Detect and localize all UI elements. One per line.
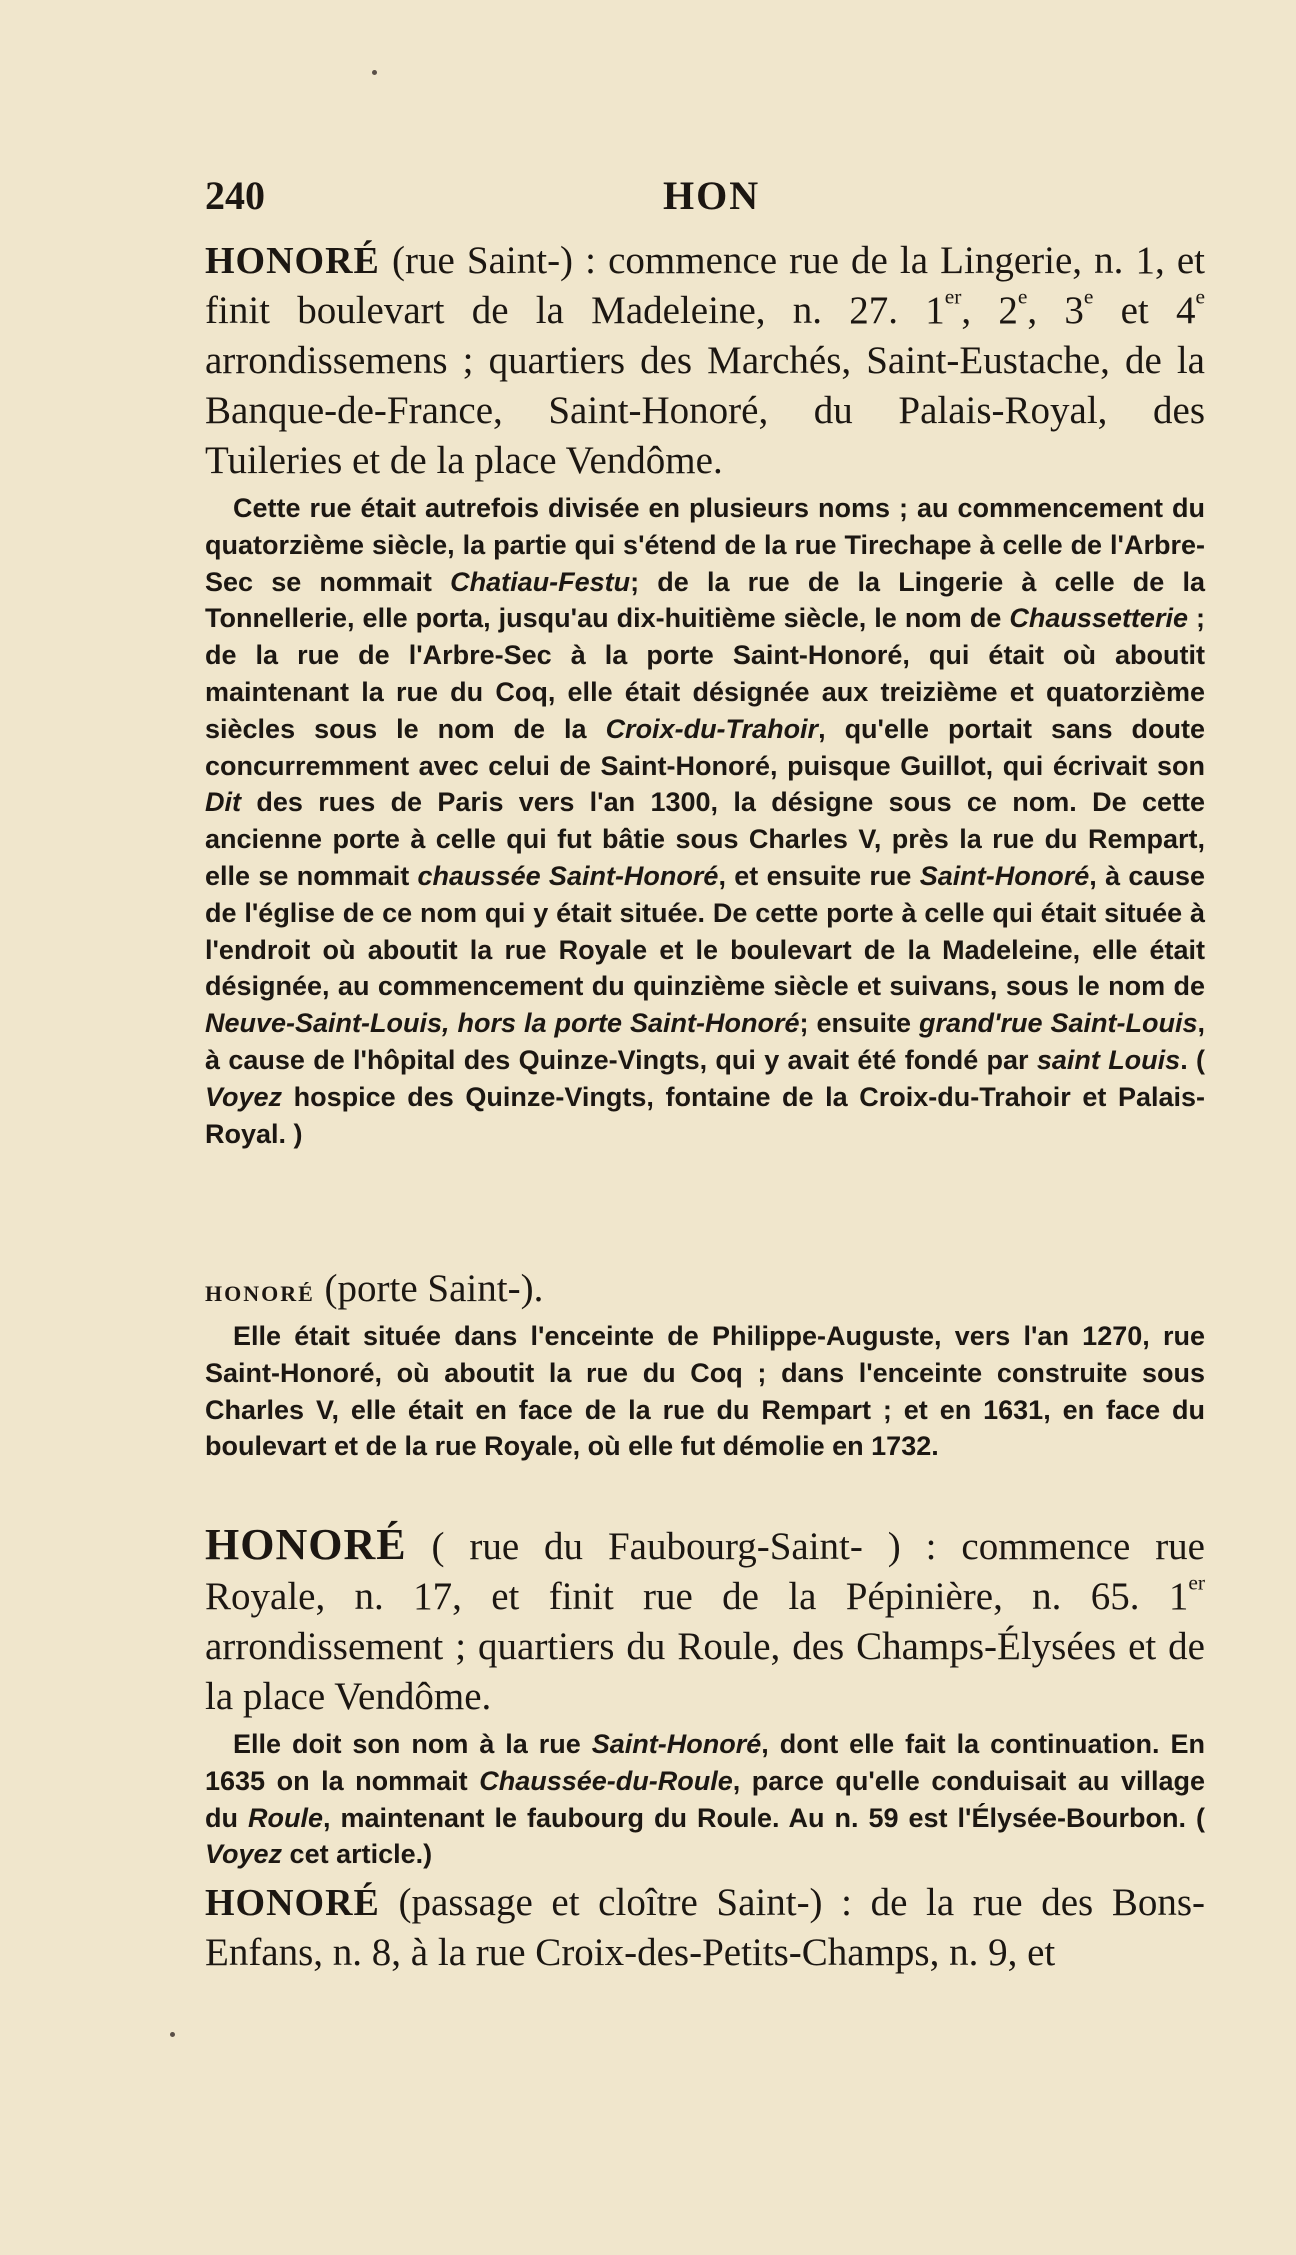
entry-passage-saint-honore	[205, 1878, 1205, 1978]
entry-text: , 2	[961, 289, 1018, 332]
page-number: 240	[205, 173, 265, 218]
note-italic: Chaussée-du-Roule	[479, 1765, 733, 1796]
entry-porte-saint-honore	[205, 1264, 1205, 1319]
note-italic: Croix-du-Trahoir	[605, 713, 819, 744]
superscript: e	[1083, 284, 1094, 309]
note-text: , à cause de l'église de ce nom qui y était située. De cette porte à celle qui était située à l'endroit où aboutit la rue Royale et le boulevart de la Madeleine, elle était désignée, au commencement du quinzième siècle et suivans, sous le nom de	[205, 860, 1205, 1002]
superscript: e	[1017, 284, 1028, 309]
note-text: , et ensuite rue	[718, 860, 920, 891]
note-text: hospice des Quinze-Vingts, fontaine de la Croix-du-Trahoir et Palais-Royal. )	[205, 1081, 1205, 1149]
note-text: , dont elle fait la continuation. En 1635 on la nommait	[205, 1729, 1206, 1796]
note-text: Cette rue était autrefois divisée en plusieurs noms ; au commencement du quatorzième siècle, la partie qui s'étend de la rue Tirechape à celle de l'Arbre-Sec se nommait	[205, 493, 1205, 597]
note-text: cet article.)	[282, 1839, 433, 1870]
note-italic: Roule	[247, 1802, 323, 1833]
page-header	[205, 172, 1205, 226]
superscript: er	[1188, 1570, 1205, 1595]
entry-text: arrondissement ; quartiers du Roule, des Champs-Élysées et de la place Vendôme.	[205, 1625, 1205, 1718]
note-text: ; ensuite	[799, 1008, 920, 1039]
note-italic: Voyez	[205, 1839, 283, 1870]
entry-text: , 3	[1027, 289, 1084, 332]
entry-text: (passage et cloître Saint-) : de la rue des Bons-Enfans, n. 8, à la rue Croix-des-Petits-Champs, n. 9, et	[205, 1881, 1205, 1974]
note-italic: Chaussetterie	[1009, 603, 1188, 634]
entry-text: (rue Saint-) : commence rue de la Lingerie, n. 1, et finit boulevart de la Madeleine, n. 27. 1	[205, 239, 1205, 332]
note-text: . (	[1180, 1044, 1205, 1075]
note-text: , à cause de l'hôpital des Quinze-Vingts, qui y avait été fondé par	[205, 1008, 1205, 1075]
note-italic: Dit	[205, 787, 241, 818]
note-text: Elle était située dans l'enceinte de Philippe-Auguste, vers l'an 1270, rue Saint-Honoré, où aboutit la rue du Coq ; dans l'enceinte construite sous Charles V, elle était en face de la rue du Rempart ; et en 1631, en face du boulevart et de la rue Royale, où elle fut démolie en 1732.	[205, 1321, 1205, 1462]
note-text: , qu'elle portait sans doute concurremment avec celui de Saint-Honoré, puisque Guillot, qui écrivait son	[205, 713, 1205, 781]
entry-text: (porte Saint-).	[314, 1267, 544, 1310]
entry-headword: HONORÉ	[205, 1281, 315, 1306]
note-italic: chaussée Saint-Honoré	[417, 860, 719, 891]
entry-headword: HONORÉ	[205, 240, 380, 282]
note-text: ; de la rue de l'Arbre-Sec à la porte Saint-Honoré, qui était où aboutit maintenant la rue du Coq, elle était désignée aux treizième et quatorzième siècles sous le nom de la	[205, 603, 1205, 744]
note-italic: Saint-Honoré	[919, 860, 1090, 891]
note-text: ; de la rue de la Lingerie à celle de la Tonnellerie, elle porta, jusqu'au dix-huitième siècle, le nom de	[205, 566, 1205, 634]
note-rue-faubourg-saint-honore	[205, 1726, 1205, 1873]
note-italic: Chatiau-Festu	[450, 566, 631, 597]
superscript: er	[944, 284, 962, 309]
entry-text: arrondissemens ; quartiers des Marchés, Saint-Eustache, de la Banque-de-France, Saint-Honoré, du Palais-Royal, des Tuileries et de la place Vendôme.	[205, 339, 1205, 482]
note-rue-saint-honore	[205, 490, 1205, 1152]
note-text: des rues de Paris vers l'an 1300, la désigne sous ce nom. De cette ancienne porte à celle qui fut bâtie sous Charles V, près la rue du Rempart, elle se nommait	[205, 787, 1205, 891]
running-head: HON	[663, 173, 761, 218]
note-porte-saint-honore	[205, 1318, 1205, 1465]
ink-speck	[372, 70, 377, 75]
note-italic: Voyez	[205, 1081, 283, 1112]
note-italic: grand'rue Saint-Louis	[919, 1008, 1198, 1039]
note-italic: Neuve-Saint-Louis, hors la porte Saint-Honoré	[205, 1008, 800, 1039]
note-text: Elle doit son nom à la rue	[233, 1729, 592, 1759]
superscript: e	[1195, 284, 1205, 309]
note-italic: Saint-Honoré	[591, 1729, 762, 1759]
entry-headword: HONORÉ	[205, 1520, 407, 1569]
entry-text: ( rue du Faubourg-Saint- ) : commence rue Royale, n. 17, et finit rue de la Pépinière, n. 65. 1	[205, 1525, 1205, 1618]
entry-headword: HONORÉ	[205, 1882, 380, 1924]
entry-rue-faubourg-saint-honore	[205, 1520, 1205, 1722]
note-text: , parce qu'elle conduisait au village du	[205, 1765, 1205, 1833]
note-italic: saint Louis	[1036, 1044, 1181, 1075]
entry-text: et 4	[1093, 289, 1196, 332]
note-text: , maintenant le faubourg du Roule. Au n. 59 est l'Élysée-Bourbon. (	[323, 1802, 1205, 1833]
ink-speck	[170, 2032, 175, 2037]
entry-rue-saint-honore	[205, 236, 1205, 486]
